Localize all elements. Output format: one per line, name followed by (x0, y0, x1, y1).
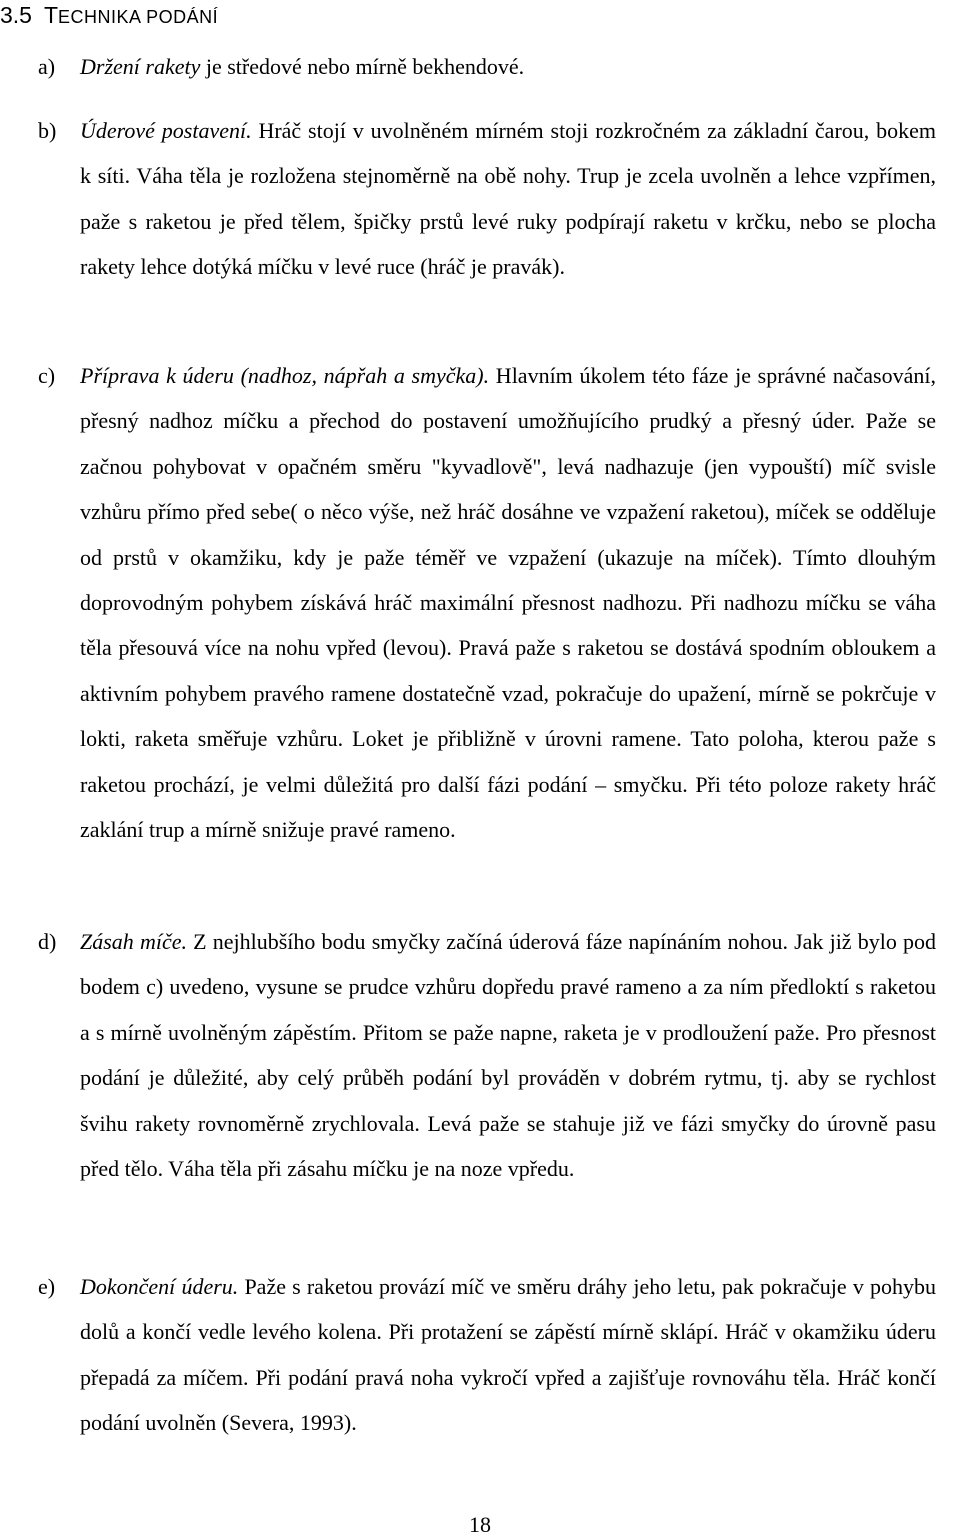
list-item-c (38, 353, 936, 852)
item-body: Z nejhlubšího bodu smyčky začíná úderová fáze napínáním nohou. Jak již bylo pod bodem c) uvedeno, vysune se prudce vzhůru dopředu pravé rameno a za ním předloktí s raketou a s mírně uvolněným zápěstím. Přitom se paže napne, raketa je v prodloužení paže. Pro přesnost podání je důležité, aby celý průběh podání byl prováděn v dobrém rytmu, tj. aby se rychlost švihu rakety rovnoměrně zrychlovala. Levá paže se stahuje již ve fázi smyčky do úrovně pasu před tělo. Váha těla při zásahu míčku je na noze vpředu. (80, 929, 936, 1182)
list-marker: c) (38, 363, 56, 388)
list-marker: d) (38, 929, 57, 954)
list-item-b (38, 108, 936, 290)
paragraph (80, 44, 936, 89)
list-marker: a) (38, 54, 56, 79)
item-title: Úderové postavení. (80, 118, 252, 143)
section-title-initial: T (43, 2, 59, 28)
section-title-rest: ECHNIKA PODÁNÍ (58, 7, 219, 27)
item-title: Zásah míče. (80, 929, 187, 954)
section-number: 3.5 (0, 2, 32, 28)
item-body: Hlavním úkolem této fáze je správné načasování, přesný nadhoz míčku a přechod do postavení umožňujícího prudký a přesný úder. Paže se začnou pohybovat v opačném směru "kyvadlově", levá nadhazuje (jen vypouští) míč svisle vzhůru přímo před sebe( o něco výše, než hráč dosáhne ve vzpažení raketou), míček se odděluje od prstů v okamžiku, kdy je paže téměř ve vzpažení (ukazuje na míček). Tímto dlouhým doprovodným pohybem získává hráč maximální přesnost nadhozu. Při nadhozu míčku se váha těla přesouvá více na nohu vpřed (levou). Pravá paže s raketou se dostává spodním obloukem a aktivním pohybem pravého ramene dostatečně vzad, pokračuje do upažení, mírně se pokrčuje v lokti, raketa směřuje vzhůru. Loket je přibližně v úrovni ramene. Tato poloha, kterou paže s raketou prochází, je velmi důležitá pro další fázi podání – smyčku. Při této poloze rakety hráč zaklání trup a mírně snižuje pravé rameno. (80, 363, 936, 843)
item-title: Držení rakety (80, 54, 201, 79)
list-marker: b) (38, 118, 57, 143)
paragraph (80, 1264, 936, 1446)
item-body: Hráč stojí v uvolněném mírném stoji rozkročném za základní čarou, bokem k síti. Váha těla je rozložena stejnoměrně na obě nohy. Trup je zcela uvolněn a lehce vzpřímen, paže s raketou je před tělem, špičky prstů levé ruky podpírají raketu v krčku, nebo se plocha rakety lehce dotýká míčku v levé ruce (hráč je pravák). (80, 118, 936, 280)
page-number: 18 (469, 1512, 491, 1537)
list-marker: e) (38, 1274, 56, 1299)
section-heading (0, 0, 218, 32)
list-item-e (38, 1264, 936, 1446)
item-body: je středové nebo mírně bekhendové. (200, 54, 525, 79)
list-item-d (38, 919, 936, 1191)
item-title: Dokončení úderu. (80, 1274, 239, 1299)
paragraph (80, 108, 936, 290)
item-title: Příprava k úderu (nadhoz, nápřah a smyčka). (80, 363, 490, 388)
item-body: Paže s raketou provází míč ve směru dráhy jeho letu, pak pokračuje v pohybu dolů a končí vedle levého kolena. Při protažení se zápěstí mírně sklápí. Hráč v okamžiku úderu přepadá za míčem. Při podání pravá noha vykročí vpřed a zajišťuje rovnováhu těla. Hráč končí podání uvolněn (Severa, 1993). (80, 1274, 936, 1436)
list-item-a (38, 44, 936, 89)
paragraph (80, 919, 936, 1191)
paragraph (80, 353, 936, 852)
